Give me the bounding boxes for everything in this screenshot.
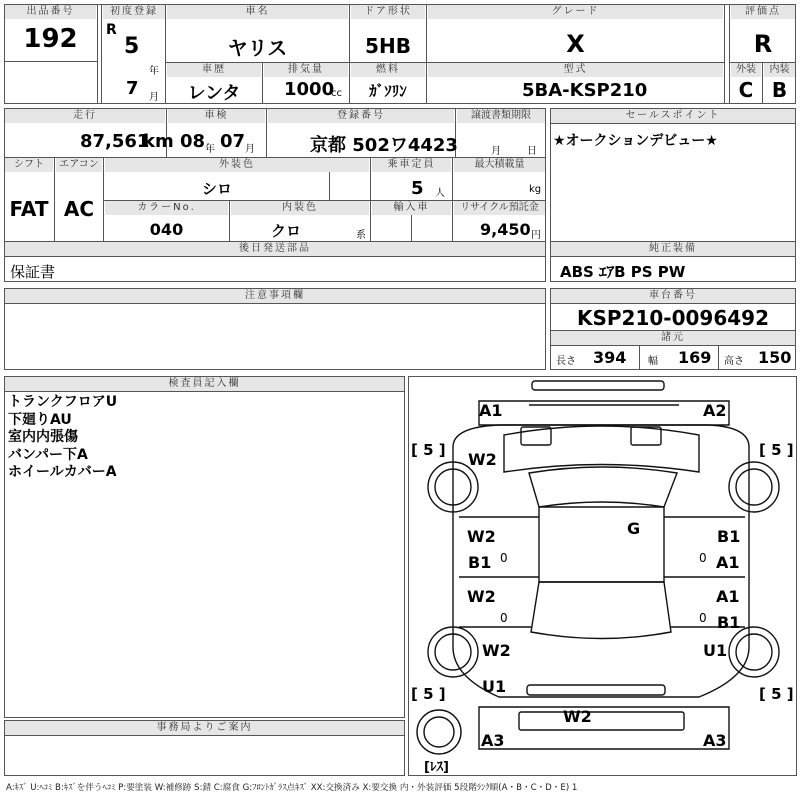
inspector-line: トランクフロアU	[8, 394, 118, 410]
legend: A:ｷｽﾞ U:ﾍｺﾐ B:ｷｽﾞを伴うﾍｺﾐ P:要塗装 W:補修跡 S:錆 C:腐食 G:ﾌﾛﾝﾄｶﾞﾗｽ点ｷｽﾞ XX:交換済み X:要交換 内・外装評価 5段階ﾗﾝｸ順(A・B・C・D・E) 1	[6, 783, 578, 793]
rear-glass-shape	[531, 582, 671, 639]
max-load-unit: kg	[529, 184, 542, 195]
mileage-header: 走行	[5, 109, 165, 123]
rear-outline	[479, 707, 729, 749]
mark-b1-right-front: B1	[717, 527, 741, 546]
era: R	[106, 22, 117, 38]
model-header: 型式	[428, 63, 723, 77]
mark-u1-right: U1	[703, 641, 728, 660]
recycle-unit: 円	[531, 230, 541, 241]
mark-w2-rear: W2	[563, 707, 592, 726]
capacity: 5	[411, 178, 424, 199]
displacement: 1000	[284, 79, 335, 100]
score-header: 評価点	[731, 5, 795, 19]
inspector-line: バンパー下A	[8, 446, 88, 463]
tire-tread-rear-left: [ 5 ]	[411, 685, 446, 703]
inspector-header: 検査員記入欄	[5, 377, 404, 391]
inspector-notes	[8, 394, 117, 482]
first-reg-header: 初度登録	[103, 5, 165, 19]
ext-color-header: 外装色	[105, 158, 369, 172]
grade-header: グレード	[428, 5, 723, 19]
rear-bumper-shape	[527, 685, 665, 695]
car-history-header: 車歴	[167, 63, 261, 77]
zero-mark: 0	[699, 551, 707, 565]
car-damage-diagram	[408, 376, 797, 776]
transfer-month-unit: 月	[491, 146, 501, 157]
later-parts: 保証書	[10, 263, 56, 281]
chassis-number: KSP210-0096492	[576, 306, 770, 330]
fuel: ｶﾞｿﾘﾝ	[369, 82, 407, 100]
tire-tread-front-right: [ 5 ]	[759, 441, 794, 459]
notes-header: 注意事項欄	[5, 289, 545, 303]
mark-g-windshield: G	[627, 519, 641, 538]
chassis-header: 車台番号	[551, 289, 795, 303]
hood-shape	[504, 426, 699, 472]
inspection-year: 08	[180, 131, 206, 152]
exterior-grade: C	[738, 78, 754, 102]
equipment-text: ABS ｴｱB PS PW	[560, 263, 686, 281]
registration-number: 京都 502ワ4423	[310, 135, 458, 156]
interior-color: クロ	[270, 222, 301, 240]
lot-number: 192	[23, 24, 78, 54]
inspector-line: 下廻りAU	[8, 411, 72, 428]
mark-a2-front-right: A2	[703, 401, 727, 420]
zero-mark: 0	[500, 551, 508, 565]
equipment-header: 純正装備	[551, 242, 795, 256]
reg-no-header: 登録番号	[268, 109, 454, 123]
mark-a3-rear-left: A3	[481, 731, 505, 750]
mark-w2-rear-fender: W2	[482, 641, 511, 660]
mark-a1-right-front: A1	[716, 553, 740, 572]
mark-w2-rear-door: W2	[467, 587, 496, 606]
fuel-header: 燃料	[351, 63, 425, 77]
mileage-unit: km	[143, 131, 174, 152]
score: R	[753, 30, 773, 58]
exterior-header: 外装	[731, 63, 761, 77]
mark-w2-left-fender: W2	[468, 450, 497, 469]
mark-a1-right-rear: A1	[716, 587, 740, 606]
length-value: 394	[593, 348, 627, 367]
inspection-month-unit: 月	[245, 144, 255, 155]
inspector-line: ホイールカバーA	[8, 464, 117, 480]
aircon-header: エアコン	[56, 158, 102, 172]
length-label: 長さ	[556, 356, 576, 367]
height-value: 150	[758, 348, 792, 367]
tire-tread-front-left: [ 5 ]	[411, 441, 446, 459]
mark-b1-front-door: B1	[468, 553, 492, 572]
import-header: 輸入車	[372, 201, 451, 215]
model: 5BA-KSP210	[522, 80, 648, 101]
mileage: 87,561	[80, 131, 150, 152]
displacement-unit: cc	[331, 88, 342, 99]
int-color-header: 内装色	[231, 201, 369, 215]
car-name-header: 車名	[167, 5, 348, 19]
mark-a1-front-left: A1	[479, 401, 503, 420]
inspector-line: 室内内張傷	[8, 429, 78, 445]
car-name: ヤリス	[227, 36, 288, 60]
sales-point-text: ★オークションデビュー★	[553, 133, 718, 149]
roof-shape	[539, 507, 664, 582]
front-bumper-shape	[532, 381, 664, 390]
capacity-unit: 人	[435, 188, 445, 199]
max-load-header: 最大積載量	[454, 158, 545, 172]
inspection-month: 07	[220, 131, 246, 152]
recycle-header: リサイクル預託金	[454, 201, 545, 215]
mark-b1-right-rear: B1	[717, 613, 741, 632]
transfer-header: 譲渡書類期限	[457, 109, 545, 123]
month-unit: 月	[149, 92, 159, 103]
shift: FAT	[9, 197, 49, 221]
car-outline	[409, 377, 796, 775]
mark-w2-front-door: W2	[467, 527, 496, 546]
mark-a3-rear-right: A3	[703, 731, 727, 750]
width-label: 幅	[648, 356, 658, 367]
windshield-shape	[529, 467, 677, 507]
height-label: 高さ	[724, 356, 744, 367]
first-reg-month: 7	[126, 78, 139, 99]
interior-header: 内装	[764, 63, 795, 77]
transfer-day-unit: 日	[527, 146, 537, 157]
mark-u1-left: U1	[482, 677, 507, 696]
tire-tread-rear-right: [ 5 ]	[759, 685, 794, 703]
int-color-suffix: 系	[356, 230, 366, 241]
grade: X	[566, 30, 585, 58]
inspection-year-unit: 年	[205, 144, 215, 155]
width-value: 169	[678, 348, 712, 367]
first-reg-year: 5	[124, 34, 140, 59]
door-type: 5HB	[365, 34, 411, 58]
lot-no-header: 出品番号	[5, 5, 96, 19]
exterior-color: シロ	[201, 180, 232, 198]
office-header: 事務局よりご案内	[5, 721, 404, 735]
car-history: レンタ	[187, 83, 241, 104]
shift-header: シフト	[5, 158, 53, 172]
spec-header: 諸元	[551, 331, 795, 345]
displacement-header: 排気量	[264, 63, 348, 77]
door-type-header: ドア形状	[351, 5, 425, 19]
inspection-header: 車検	[168, 109, 265, 123]
recycle-deposit: 9,450	[480, 220, 531, 239]
spare-tire-label: [ﾚｽ]	[424, 760, 449, 775]
aircon: AC	[63, 197, 95, 221]
later-parts-header: 後日発送部品	[5, 242, 545, 256]
color-number: 040	[149, 220, 184, 239]
sales-point-header: セールスポイント	[551, 109, 795, 123]
zero-mark: 0	[699, 611, 707, 625]
interior-grade: B	[771, 78, 788, 102]
zero-mark: 0	[500, 611, 508, 625]
color-no-header: カラーNo.	[105, 201, 228, 215]
year-unit: 年	[149, 66, 159, 77]
capacity-header: 乗車定員	[372, 158, 451, 172]
